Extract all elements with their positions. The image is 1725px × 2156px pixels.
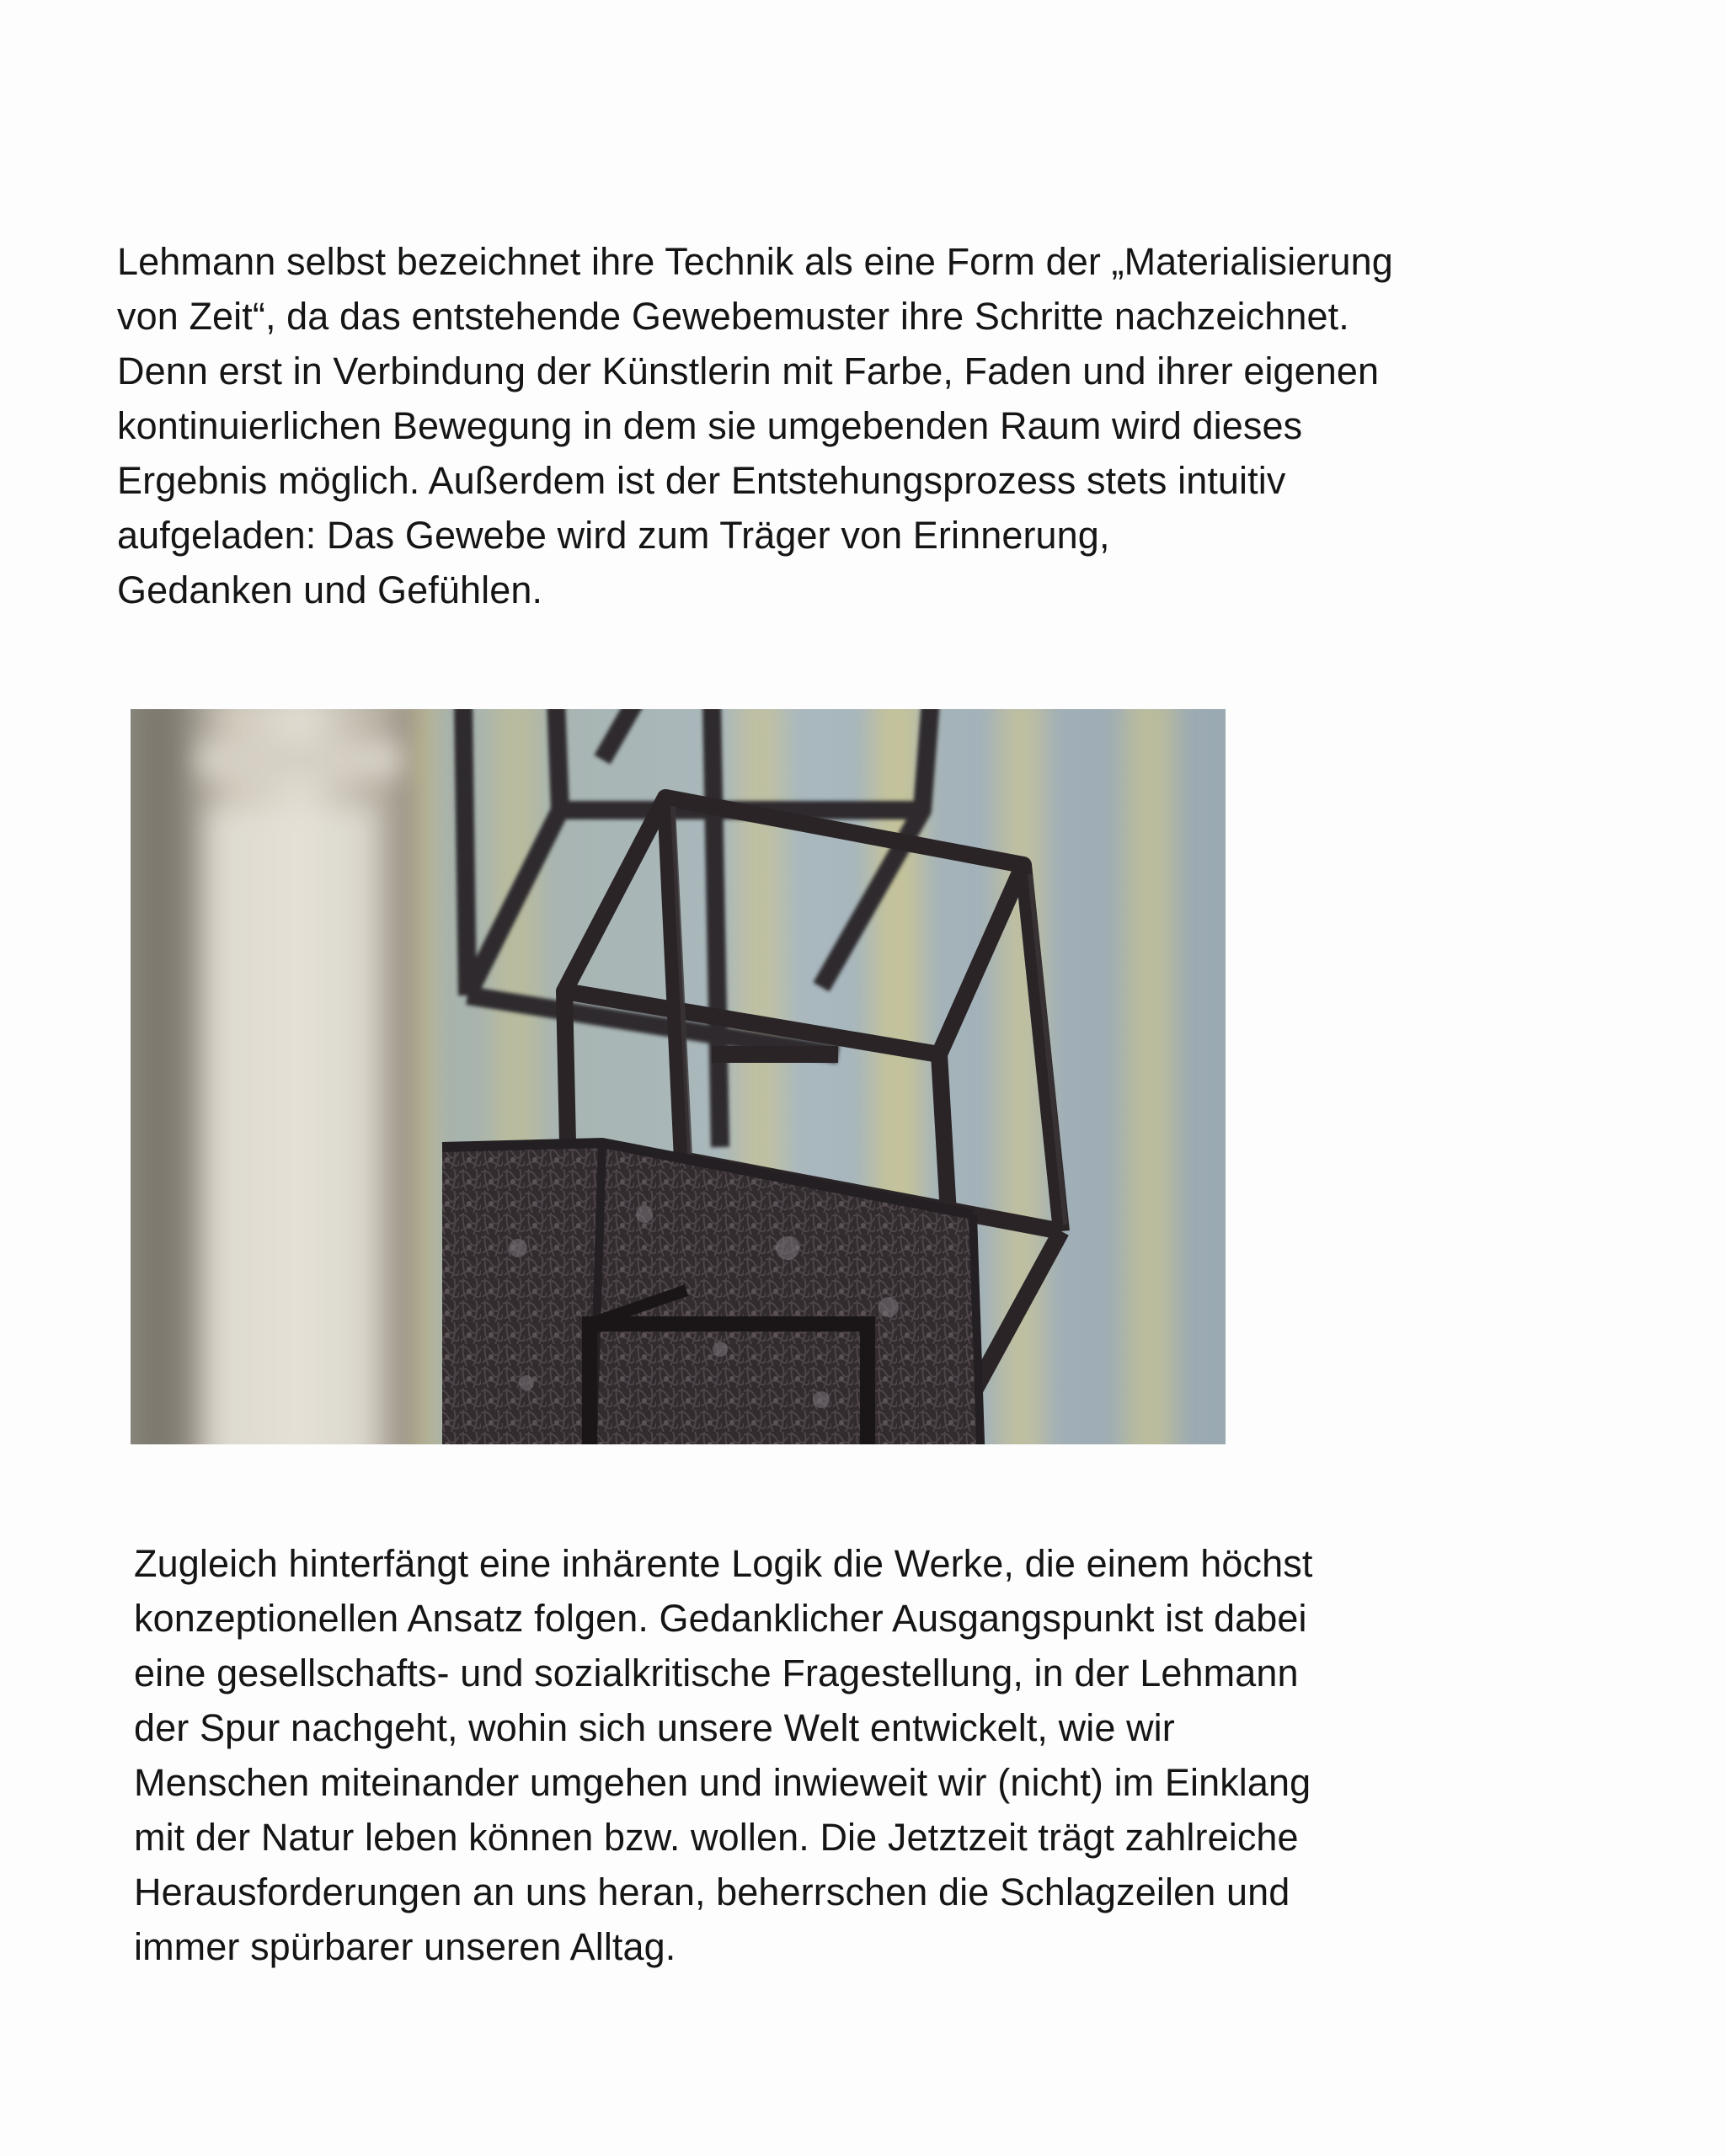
paragraph-line: Ergebnis möglich. Außerdem ist der Entstehungsprozess stets intuitiv <box>117 459 1286 502</box>
paragraph-line: eine gesellschafts- und sozialkritische Fragestellung, in der Lehmann <box>134 1652 1299 1694</box>
paragraph-line: kontinuierlichen Bewegung in dem sie umgebenden Raum wird dieses <box>117 404 1303 447</box>
paragraph-line: Denn erst in Verbindung der Künstlerin mit Farbe, Faden und ihrer eigenen <box>117 350 1380 392</box>
body-paragraph-1 <box>117 234 1616 617</box>
paragraph-line: mit der Natur leben können bzw. wollen. Die Jetztzeit trägt zahlreiche <box>134 1816 1299 1859</box>
paragraph-line: aufgeladen: Das Gewebe wird zum Träger von Erinnerung, <box>117 514 1110 557</box>
paragraph-line: von Zeit“, da das entstehende Gewebemuster ihre Schritte nachzeichnet. <box>117 295 1349 338</box>
body-paragraph-2 <box>134 1536 1633 1974</box>
paragraph-line: der Spur nachgeht, wohin sich unsere Welt entwickelt, wie wir <box>134 1706 1175 1749</box>
paragraph-line: immer spürbarer unseren Alltag. <box>134 1925 676 1968</box>
paragraph-line: Zugleich hinterfängt eine inhärente Logik die Werke, die einem höchst <box>134 1542 1313 1585</box>
paragraph-line: Gedanken und Gefühlen. <box>117 568 543 611</box>
paragraph-line: Herausforderungen an uns heran, beherrschen die Schlagzeilen und <box>134 1870 1290 1913</box>
paragraph-line: Lehmann selbst bezeichnet ihre Technik als eine Form der „Materialisierung <box>117 240 1393 283</box>
paragraph-line: konzeptionellen Ansatz folgen. Gedanklicher Ausgangspunkt ist dabei <box>134 1597 1307 1640</box>
sculpture-photo <box>131 709 1226 1444</box>
paragraph-line: Menschen miteinander umgehen und inwieweit wir (nicht) im Einklang <box>134 1761 1311 1804</box>
